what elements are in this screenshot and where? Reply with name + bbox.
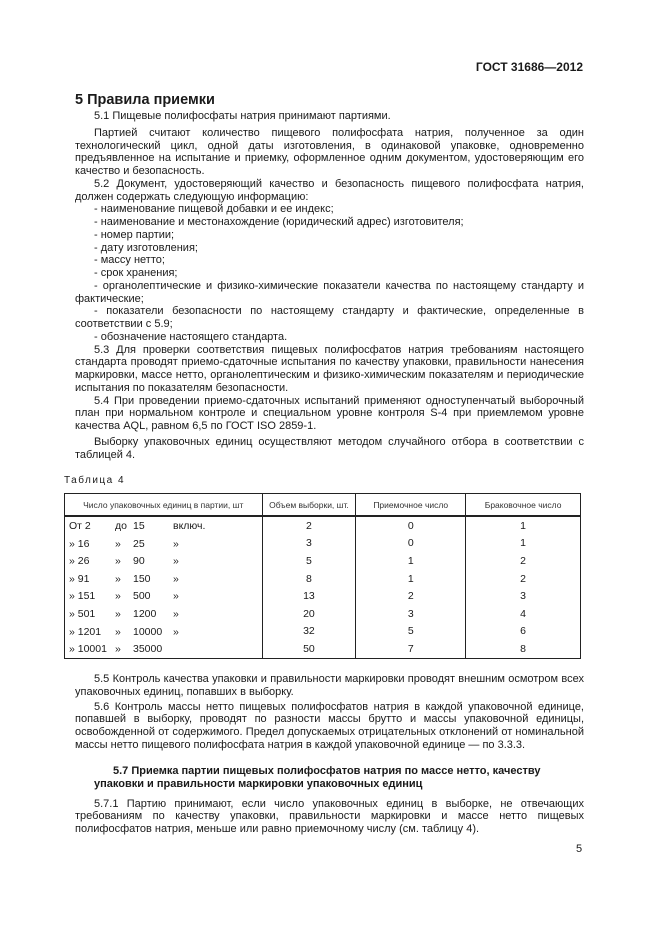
lot-to: 25: [133, 537, 145, 550]
list-item: - наименование и местонахождение (юридический адрес) изготовителя;: [94, 216, 464, 228]
lot-to: 500: [133, 590, 151, 603]
sample-size-cell: 5: [262, 552, 356, 570]
lot-to: 150: [133, 572, 151, 585]
list-item: - органолептические и физико-химические показатели качества по настоящему стандарту и фактические;: [75, 279, 584, 305]
acceptance-number-cell: 0: [356, 535, 466, 553]
page-number: 5: [576, 843, 583, 855]
list-item: - номер партии;: [94, 228, 175, 241]
column-header: Приемочное число: [356, 494, 466, 517]
lot-from: » 26: [69, 555, 90, 568]
list-item: - массу нетто;: [94, 254, 165, 267]
table-row: [65, 605, 581, 623]
lot-size-cell: [65, 587, 263, 605]
lot-to-label: »: [115, 607, 121, 620]
rejection-number-cell: 2: [466, 570, 581, 588]
rejection-number-cell: 3: [466, 587, 581, 605]
paragraph: 5.4 При проведении приемо-сдаточных испытаний применяют одноступенчатый выборочный план при нормальном контроле и специальном уровне контроля S-4 при приемлемом уровне качества AQL, равном 6,5 по ГОСТ ISO 2859-1.: [75, 394, 584, 432]
lot-unit: »: [173, 590, 179, 603]
lot-unit: »: [173, 607, 179, 620]
lot-to: 1200: [133, 607, 157, 620]
lot-to: 15: [133, 520, 145, 532]
paragraph: 5.2 Документ, удостоверяющий качество и безопасность пищевого полифосфата натрия, должен содержать следующую информацию:: [75, 177, 584, 203]
table-row: [65, 516, 581, 535]
section-title: 5 Правила приемки: [75, 92, 215, 108]
sample-size-cell: 20: [262, 605, 356, 623]
lot-size-cell: [65, 570, 263, 588]
lot-to-label: до: [115, 520, 127, 532]
subsection-heading: 5.7 Приемка партии пищевых полифосфатов натрия по массе нетто, качеству упаковки и правильности маркировки упаковочных единиц: [94, 764, 541, 790]
lot-size-cell: [65, 516, 263, 535]
lot-unit: »: [173, 537, 179, 550]
list-item: - обозначение настоящего стандарта.: [94, 330, 288, 343]
acceptance-number-cell: 2: [356, 587, 466, 605]
lot-from: » 151: [69, 590, 96, 603]
table-row: [65, 640, 581, 658]
lot-from: » 91: [69, 572, 90, 585]
acceptance-number-cell: 1: [356, 552, 466, 570]
lot-from: » 16: [69, 537, 90, 550]
lot-to-label: »: [115, 643, 121, 656]
lot-size-cell: [65, 640, 263, 658]
sample-size-cell: 13: [262, 587, 356, 605]
table-row: [65, 623, 581, 641]
rejection-number-cell: 8: [466, 640, 581, 658]
rejection-number-cell: 2: [466, 552, 581, 570]
lot-to-label: »: [115, 625, 121, 638]
sample-size-cell: 50: [262, 640, 356, 658]
document-id: ГОСТ 31686—2012: [475, 60, 583, 74]
acceptance-number-cell: 3: [356, 605, 466, 623]
table-row: [65, 552, 581, 570]
table-row: [65, 587, 581, 605]
acceptance-number-cell: 1: [356, 570, 466, 588]
lot-size-cell: [65, 605, 263, 623]
rejection-number-cell: 4: [466, 605, 581, 623]
lot-from: » 501: [69, 607, 96, 620]
lot-to: 90: [133, 555, 145, 568]
paragraph: 5.7.1 Партию принимают, если число упаковочных единиц в выборке, не отвечающих требованиям по качеству упаковки, правильности маркировки и массе нетто пищевых полифосфатов натрия, меньше или равно приемочному числу (см. таблицу 4).: [75, 797, 584, 835]
list-item: - срок хранения;: [94, 267, 178, 279]
acceptance-number-cell: 5: [356, 623, 466, 641]
section-body-bottom: [75, 673, 584, 836]
lot-to-label: »: [115, 572, 121, 585]
lot-size-cell: [65, 552, 263, 570]
lot-unit: »: [173, 625, 179, 638]
sample-size-cell: 32: [262, 623, 356, 641]
section-body-top: [75, 110, 584, 461]
list-item: - наименование пищевой добавки и ее индекс;: [94, 203, 334, 216]
sample-size-cell: 8: [262, 570, 356, 588]
lot-size-cell: [65, 623, 263, 641]
lot-from: » 1201: [69, 625, 102, 638]
lot-to: 10000: [133, 625, 163, 638]
acceptance-number-cell: 7: [356, 640, 466, 658]
paragraph: Выборку упаковочных единиц осуществляют методом случайного отбора в соответствии с таблицей 4.: [75, 435, 584, 461]
list-item: - показатели безопасности по настоящему стандарту и фактические, определенные в соответствии с 5.9;: [75, 305, 584, 330]
list-item: - дату изготовления;: [94, 241, 198, 254]
acceptance-number-cell: 0: [356, 516, 466, 535]
table-caption: Таблица 4: [64, 475, 126, 486]
lot-from: От 2: [69, 520, 91, 532]
rejection-number-cell: 1: [466, 535, 581, 553]
lot-to-label: »: [115, 590, 121, 603]
paragraph: 5.6 Контроль массы нетто пищевых полифосфатов натрия в каждой упаковочной единице, попавшей в выборку, проводят по разности массы брутто и массы упаковочной единицы, освобожденной от содержимого. Предел допускаемых отрицательных отклонений от номинальной массы нетто пищевого полифосфата натрия в каждой упаковочной единице — по 3.3.3.: [75, 700, 584, 751]
lot-to: 35000: [133, 643, 163, 656]
paragraph: Партией считают количество пищевого полифосфата натрия, полученное за один технологический цикл, одной даты изготовления, в одинаковой упаковке, одновременно предъявленное на испытание и приемку, оформленное одним документом, удостоверяющим его качество и безопасность.: [75, 126, 584, 177]
sample-size-cell: 3: [262, 535, 356, 553]
column-header: Число упаковочных единиц в партии, шт: [65, 494, 263, 517]
sampling-table: [64, 493, 581, 659]
rejection-number-cell: 1: [466, 516, 581, 535]
sample-size-cell: 2: [262, 516, 356, 535]
rejection-number-cell: 6: [466, 623, 581, 641]
paragraph: 5.3 Для проверки соответствия пищевых полифосфатов натрия требованиям настоящего стандарта проводят приемо-сдаточные испытания по качеству упаковки, правильности нанесения маркировки, массе нетто, органолептическим и физико-химическим показателям и периодические испытания по показателям безопасности.: [75, 343, 584, 394]
table-row: [65, 535, 581, 553]
paragraph: 5.5 Контроль качества упаковки и правильности маркировки проводят внешним осмотром всех упаковочных единиц, попавших в выборку.: [75, 673, 584, 698]
lot-unit: включ.: [173, 520, 206, 532]
lot-unit: »: [173, 572, 179, 585]
lot-to-label: »: [115, 537, 121, 550]
lot-size-cell: [65, 535, 263, 553]
paragraph: 5.1 Пищевые полифосфаты натрия принимают партиями.: [94, 110, 391, 122]
lot-from: » 10001: [69, 643, 107, 656]
lot-unit: »: [173, 555, 179, 568]
column-header: Браковочное число: [466, 494, 581, 517]
lot-to-label: »: [115, 555, 121, 568]
column-header: Объем выборки, шт.: [262, 494, 356, 517]
table-row: [65, 570, 581, 588]
